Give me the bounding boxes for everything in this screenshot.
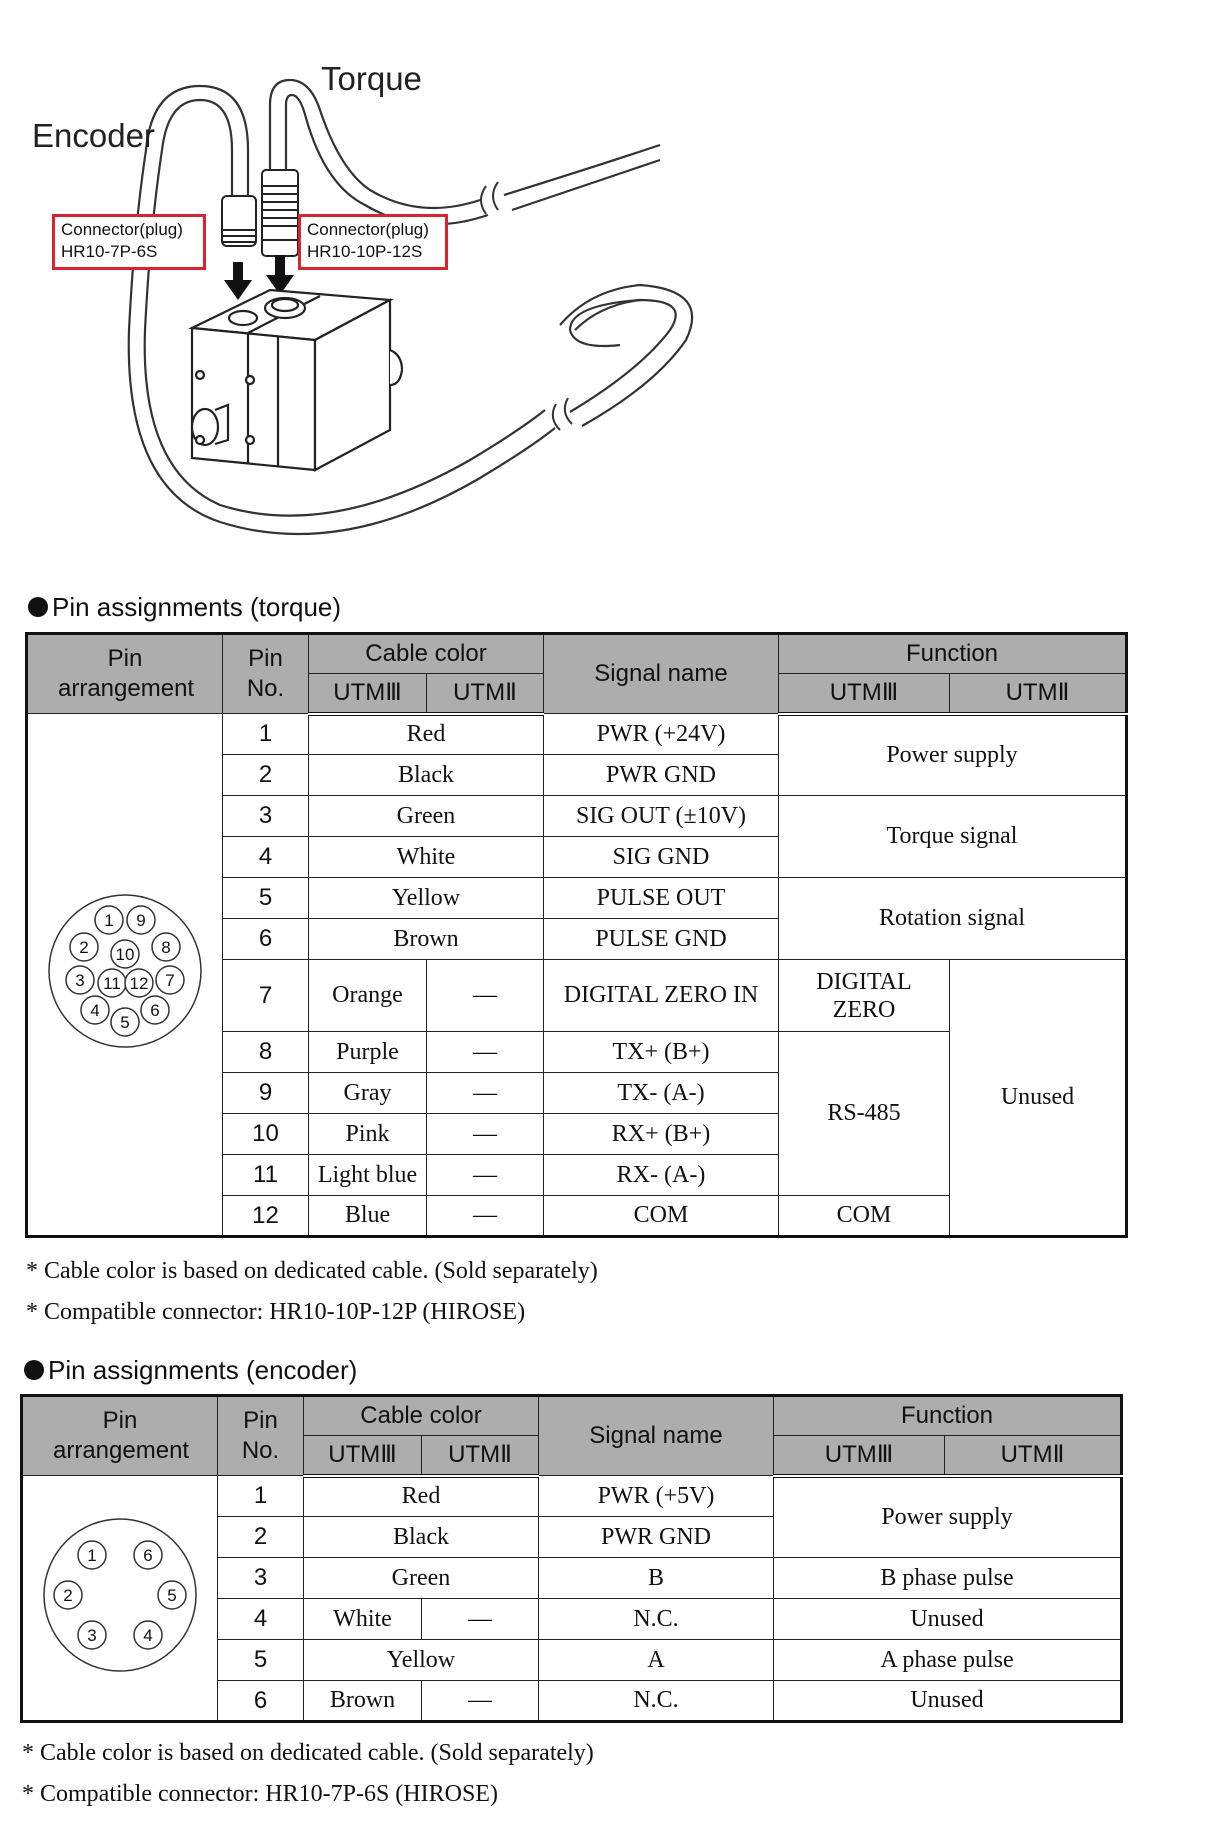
cable-color-utm2: —	[427, 1073, 544, 1114]
function: Unused	[774, 1681, 1122, 1722]
cable-color: Yellow	[309, 878, 544, 919]
th-cable-utm3: UTMⅢ	[304, 1436, 422, 1476]
encoder-section-title	[24, 1355, 357, 1386]
table-row	[27, 714, 1127, 755]
signal-name: PWR (+24V)	[544, 714, 779, 755]
encoder-label: Encoder	[32, 117, 155, 154]
cable-color-utm2: —	[427, 960, 544, 1032]
torque-title-text: Pin assignments (torque)	[52, 592, 342, 622]
pin-label: 11	[103, 974, 121, 993]
pin-no: 6	[218, 1681, 304, 1722]
th-cable-utm2: UTMⅡ	[427, 674, 544, 714]
torque-section-title	[28, 592, 341, 623]
pin-label: 9	[136, 911, 146, 930]
function: B phase pulse	[774, 1558, 1122, 1599]
pin-no: 6	[223, 919, 309, 960]
torque-connector-type: Connector(plug)	[307, 220, 429, 239]
signal-name: PULSE OUT	[544, 878, 779, 919]
pin-label: 12	[129, 974, 149, 993]
pin-no: 12	[223, 1196, 309, 1237]
th-cable-color: Cable color	[304, 1396, 539, 1436]
function-power-supply: Power supply	[774, 1476, 1122, 1558]
pin-label: 1	[104, 911, 114, 930]
cable-color-utm3: Orange	[309, 960, 427, 1032]
bullet-icon	[28, 597, 48, 617]
encoder-pin-arrangement-cell	[22, 1476, 218, 1722]
signal-name: RX+ (B+)	[544, 1114, 779, 1155]
pin-no: 10	[223, 1114, 309, 1155]
torque-connector-model: HR10-10P-12S	[307, 242, 423, 261]
signal-name: PWR GND	[539, 1517, 774, 1558]
function-unused: Unused	[950, 960, 1127, 1237]
signal-name: DIGITAL ZERO IN	[544, 960, 779, 1032]
signal-name: PWR GND	[544, 755, 779, 796]
th-cable-color: Cable color	[309, 634, 544, 674]
encoder-connector-box	[52, 214, 206, 270]
pin-label: 2	[63, 1585, 73, 1605]
cable-color-utm3: White	[304, 1599, 422, 1640]
function-rotation-signal: Rotation signal	[779, 878, 1127, 960]
signal-name: COM	[544, 1196, 779, 1237]
signal-name: RX- (A-)	[544, 1155, 779, 1196]
cable-color: Red	[304, 1476, 539, 1517]
pin-label: 3	[87, 1625, 97, 1645]
bullet-icon	[24, 1360, 44, 1380]
cable-color: Black	[304, 1517, 539, 1558]
th-cable-utm3: UTMⅢ	[309, 674, 427, 714]
function-power-supply: Power supply	[779, 714, 1127, 796]
function-rs485: RS-485	[779, 1032, 950, 1196]
torque-pin-table	[25, 632, 1128, 1238]
torque-connector-box	[298, 214, 448, 270]
cable-color-utm2: —	[427, 1114, 544, 1155]
cable-color-utm3: Blue	[309, 1196, 427, 1237]
pin-no: 5	[223, 878, 309, 919]
pin-label: 5	[120, 1013, 130, 1032]
signal-name: B	[539, 1558, 774, 1599]
pin-no: 5	[218, 1640, 304, 1681]
signal-name: TX- (A-)	[544, 1073, 779, 1114]
pin-label: 5	[167, 1585, 177, 1605]
pin-label: 2	[79, 938, 89, 957]
th-pin-arrangement: Pin arrangement	[27, 634, 223, 714]
th-func-utm2: UTMⅡ	[950, 674, 1127, 714]
pin-label: 6	[143, 1545, 153, 1565]
function: A phase pulse	[774, 1640, 1122, 1681]
pin-label: 10	[115, 945, 135, 964]
pin-no: 4	[218, 1599, 304, 1640]
pin-label: 6	[150, 1001, 160, 1020]
cable-color-utm2: —	[427, 1032, 544, 1073]
function-torque-signal: Torque signal	[779, 796, 1127, 878]
th-func-utm2: UTMⅡ	[945, 1436, 1122, 1476]
cable-color-utm2: —	[422, 1681, 539, 1722]
encoder-note-2: * Compatible connector: HR10-7P-6S (HIROSE)	[22, 1781, 498, 1807]
cable-color-utm3: Gray	[309, 1073, 427, 1114]
th-func-utm3: UTMⅢ	[779, 674, 950, 714]
function-digital-zero: DIGITAL ZERO	[779, 960, 950, 1032]
cable-color: Green	[304, 1558, 539, 1599]
th-function: Function	[779, 634, 1127, 674]
pin-no: 1	[223, 714, 309, 755]
th-pin-arrangement: Pin arrangement	[22, 1396, 218, 1476]
encoder-note-1: * Cable color is based on dedicated cable. (Sold separately)	[22, 1740, 594, 1766]
function-com: COM	[779, 1196, 950, 1237]
torque-note-1: * Cable color is based on dedicated cable. (Sold separately)	[26, 1258, 598, 1284]
th-cable-utm2: UTMⅡ	[422, 1436, 539, 1476]
pin-label: 3	[75, 971, 85, 990]
signal-name: N.C.	[539, 1681, 774, 1722]
pin-no: 2	[218, 1517, 304, 1558]
th-pin-no: Pin No.	[223, 634, 309, 714]
cable-color: Yellow	[304, 1640, 539, 1681]
cable-color-utm2: —	[427, 1196, 544, 1237]
encoder-pin-arrangement-diagram	[40, 1515, 200, 1675]
pin-label: 8	[161, 938, 171, 957]
signal-name: SIG OUT (±10V)	[544, 796, 779, 837]
signal-name: PULSE GND	[544, 919, 779, 960]
pin-no: 9	[223, 1073, 309, 1114]
pin-label: 4	[143, 1625, 153, 1645]
cable-color: White	[309, 837, 544, 878]
pin-no: 4	[223, 837, 309, 878]
pin-no: 2	[223, 755, 309, 796]
pin-label: 1	[87, 1545, 97, 1565]
encoder-pin-table	[20, 1394, 1123, 1723]
pin-no: 11	[223, 1155, 309, 1196]
signal-name: SIG GND	[544, 837, 779, 878]
cable-color: Green	[309, 796, 544, 837]
pin-label: 4	[90, 1001, 100, 1020]
pin-label: 7	[165, 971, 175, 990]
cable-color-utm3: Brown	[304, 1681, 422, 1722]
cable-color-utm3: Pink	[309, 1114, 427, 1155]
cable-color-utm3: Purple	[309, 1032, 427, 1073]
pin-no: 8	[223, 1032, 309, 1073]
signal-name: TX+ (B+)	[544, 1032, 779, 1073]
pin-no: 3	[218, 1558, 304, 1599]
cable-color-utm2: —	[427, 1155, 544, 1196]
cable-color: Red	[309, 714, 544, 755]
torque-pin-arrangement-cell	[27, 714, 223, 1237]
cable-color-utm3: Light blue	[309, 1155, 427, 1196]
pin-no: 1	[218, 1476, 304, 1517]
th-func-utm3: UTMⅢ	[774, 1436, 945, 1476]
torque-note-2: * Compatible connector: HR10-10P-12P (HIROSE)	[26, 1299, 526, 1325]
th-signal-name: Signal name	[544, 634, 779, 714]
signal-name: A	[539, 1640, 774, 1681]
encoder-connector-model: HR10-7P-6S	[61, 242, 158, 261]
encoder-title-text: Pin assignments (encoder)	[48, 1355, 358, 1385]
cable-color-utm2: —	[422, 1599, 539, 1640]
signal-name: PWR (+5V)	[539, 1476, 774, 1517]
th-function: Function	[774, 1396, 1122, 1436]
encoder-connector-type: Connector(plug)	[61, 220, 183, 239]
function: Unused	[774, 1599, 1122, 1640]
pin-no: 7	[223, 960, 309, 1032]
cable-color: Brown	[309, 919, 544, 960]
torque-pin-arrangement-diagram	[45, 891, 205, 1051]
th-pin-no: Pin No.	[218, 1396, 304, 1476]
torque-label: Torque	[321, 60, 422, 97]
cable-color: Black	[309, 755, 544, 796]
table-row	[22, 1476, 1122, 1517]
pin-no: 3	[223, 796, 309, 837]
th-signal-name: Signal name	[539, 1396, 774, 1476]
signal-name: N.C.	[539, 1599, 774, 1640]
